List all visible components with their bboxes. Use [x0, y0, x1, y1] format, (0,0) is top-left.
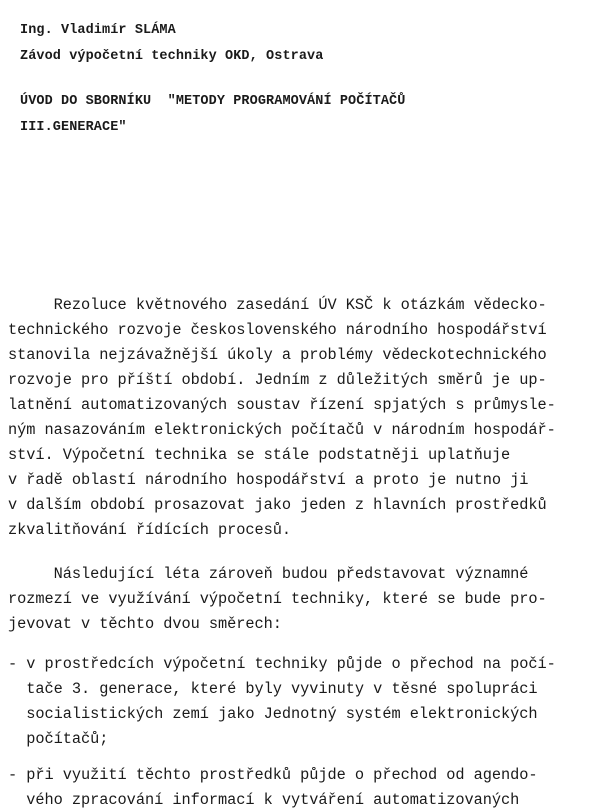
bullet-line: tače 3. generace, které byly vyvinuty v těsné spolupráci: [8, 680, 538, 698]
paragraph-line: zkvalitňování řídících procesů.: [8, 521, 292, 539]
paragraph-line: Následující léta zároveň budou představovat významné: [8, 565, 529, 583]
paragraph-line: rozvoje pro příští období. Jedním z důležitých směrů je up-: [8, 371, 547, 389]
author-name: Ing. Vladimír SLÁMA: [20, 23, 176, 38]
bullet-line: - při využití těchto prostředků půjde o přechod od agendo-: [8, 766, 538, 784]
title-line-2: III.GENERACE": [20, 120, 127, 135]
title-line-1: ÚVOD DO SBORNÍKU "METODY PROGRAMOVÁNÍ POČÍTAČŮ: [20, 94, 406, 109]
paragraph-line: stanovila nejzávažnější úkoly a problémy vědeckotechnického: [8, 346, 547, 364]
paragraph-line: jevovat v těchto dvou směrech:: [8, 615, 282, 633]
paragraph-line: technického rozvoje československého národního hospodářství: [8, 321, 547, 339]
paragraph-line: ným nasazováním elektronických počítačů v národním hospodář-: [8, 421, 556, 439]
paragraph-line: v dalším období prosazovat jako jeden z hlavních prostředků: [8, 496, 547, 514]
paragraph-line: ství. Výpočetní technika se stále podstatněji uplatňuje: [8, 446, 511, 464]
paragraph-line: Rezoluce květnového zasedání ÚV KSČ k otázkám vědecko-: [8, 296, 547, 314]
paragraph-line: v řadě oblastí národního hospodářství a proto je nutno ji: [8, 471, 529, 489]
paragraph-line: latnění automatizovaných soustav řízení spjatých s průmysle-: [8, 396, 556, 414]
bullet-line: vého zpracování informací k vytváření automatizovaných: [8, 791, 520, 809]
bullet-line: počítačů;: [8, 730, 109, 748]
author-institution: Závod výpočetní techniky OKD, Ostrava: [20, 49, 324, 64]
bullet-line: - v prostředcích výpočetní techniky půjde o přechod na počí-: [8, 655, 556, 673]
paragraph-line: rozmezí ve využívání výpočetní techniky, které se bude pro-: [8, 590, 547, 608]
bullet-line: socialistických zemí jako Jednotný systém elektronických: [8, 705, 538, 723]
